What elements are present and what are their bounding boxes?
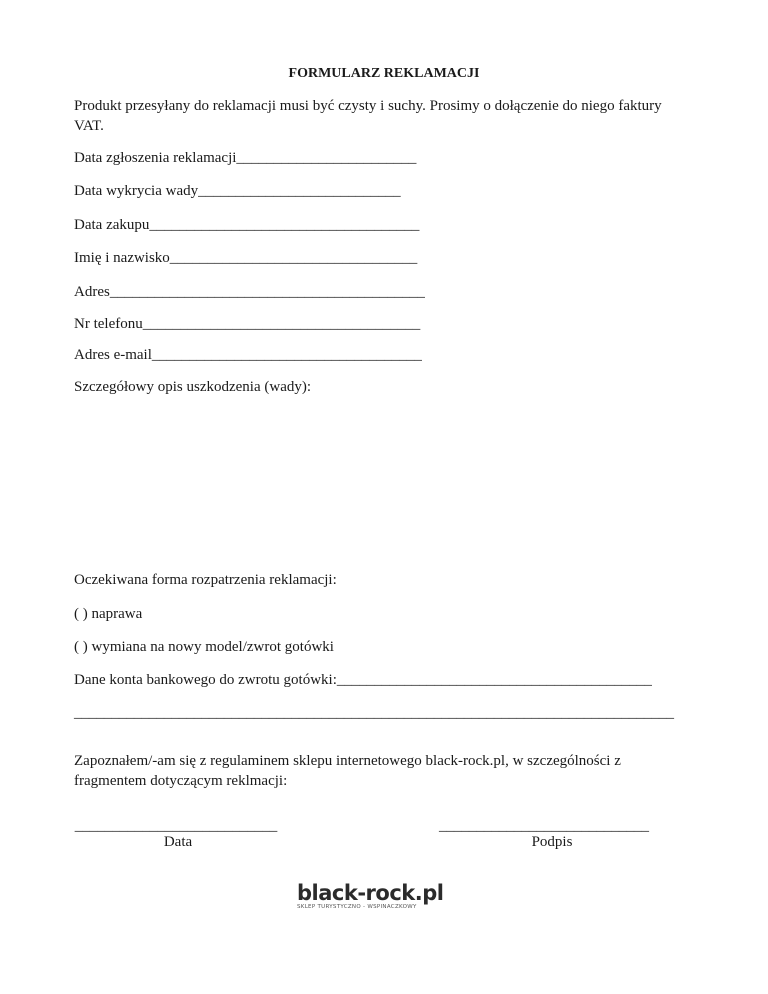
option-exchange-refund[interactable]: ( ) wymiana na nowy model/zwrot gotówki xyxy=(74,639,334,655)
field-complaint-date[interactable]: Data zgłoszenia reklamacji________________________ xyxy=(74,150,417,166)
field-phone[interactable]: Nr telefonu_____________________________________ xyxy=(74,316,421,332)
date-label: Data xyxy=(163,834,193,850)
signature-label: Podpis xyxy=(531,834,573,850)
field-address[interactable]: Adres__________________________________________ xyxy=(74,284,425,300)
bank-account-line-2[interactable]: ________________________________________________________________________________ xyxy=(74,705,674,721)
intro-text: Produkt przesyłany do reklamacji musi być czysty i suchy. Prosimy o dołączenie do niego faktury VAT. xyxy=(74,98,662,134)
form-title: FORMULARZ REKLAMACJI xyxy=(288,66,480,81)
statement-text: Zapoznałem/-am się z regulaminem sklepu internetowego black-rock.pl, w szczególności z fragmentem dotyczącym reklmacji: xyxy=(74,753,621,789)
field-email[interactable]: Adres e-mail____________________________________ xyxy=(74,347,422,363)
logo-wordmark: black-rock.pl xyxy=(297,881,444,905)
logo-tagline: SKLEP TURYSTYCZNO - WSPINACZKOWY xyxy=(297,904,417,910)
field-defect-date[interactable]: Data wykrycia wady___________________________ xyxy=(74,183,401,199)
bank-account-field[interactable]: Dane konta bankowego do zwrotu gotówki:__________________________________________ xyxy=(74,672,652,688)
option-repair[interactable]: ( ) naprawa xyxy=(74,606,143,622)
black-rock-logo xyxy=(297,881,444,912)
resolution-label: Oczekiwana forma rozpatrzenia reklamacji: xyxy=(74,572,337,588)
description-label: Szczegółowy opis uszkodzenia (wady): xyxy=(74,379,312,395)
field-purchase-date[interactable]: Data zakupu____________________________________ xyxy=(74,217,420,233)
signature-line[interactable]: ____________________________ xyxy=(439,818,649,834)
date-signature-line[interactable]: ___________________________ xyxy=(74,818,278,834)
field-full-name[interactable]: Imię i nazwisko_________________________________ xyxy=(74,250,418,266)
